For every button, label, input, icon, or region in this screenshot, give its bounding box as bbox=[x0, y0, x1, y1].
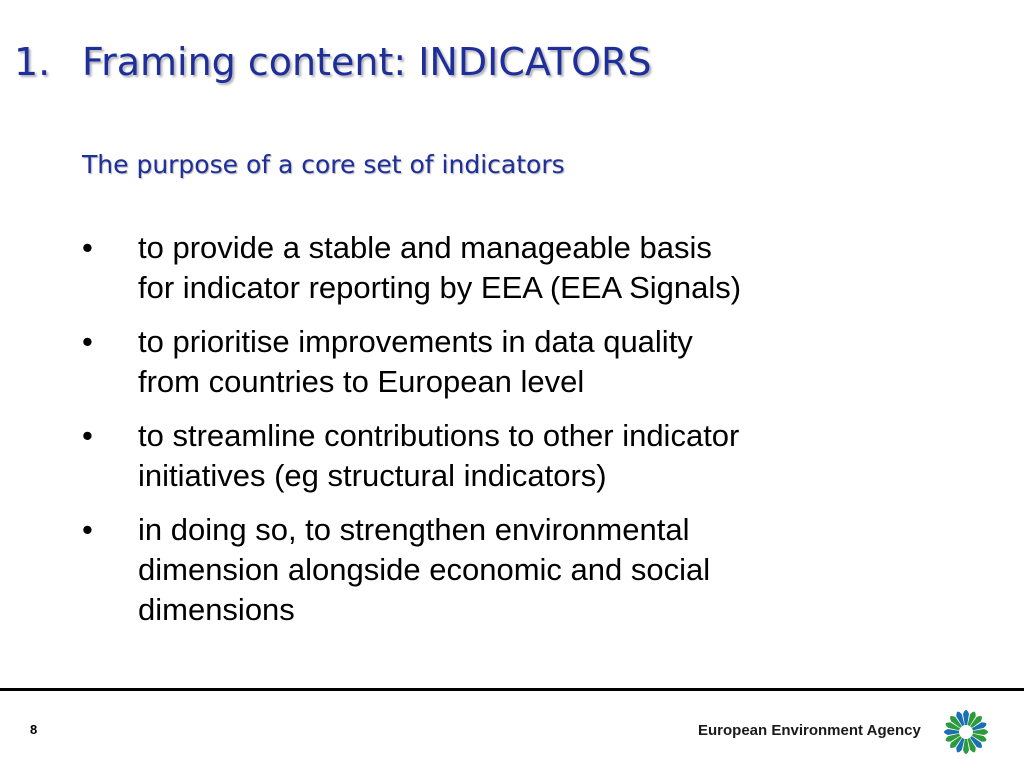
bullet-item bbox=[78, 510, 978, 630]
bullet-list bbox=[78, 228, 978, 644]
agency-name: European Environment Agency bbox=[698, 722, 921, 739]
slide-title bbox=[14, 40, 652, 84]
bullet-icon: • bbox=[82, 324, 93, 359]
title-number: 1. bbox=[14, 40, 51, 84]
bullet-icon: • bbox=[82, 230, 93, 265]
bullet-line: to streamline contributions to other indicator bbox=[138, 418, 740, 453]
bullet-line: to prioritise improvements in data quality bbox=[138, 324, 693, 359]
bullet-line: from countries to European level bbox=[138, 364, 585, 399]
slide-subtitle: The purpose of a core set of indicators bbox=[82, 150, 565, 179]
bullet-item bbox=[78, 228, 978, 308]
footer-divider bbox=[0, 688, 1024, 691]
bullet-icon: • bbox=[82, 512, 93, 547]
bullet-line: dimensions bbox=[138, 592, 295, 627]
bullet-item bbox=[78, 416, 978, 496]
bullet-line: dimension alongside economic and social bbox=[138, 552, 711, 587]
bullet-line: to provide a stable and manageable basis bbox=[138, 230, 712, 265]
eea-sunflower-logo-icon bbox=[934, 700, 998, 764]
bullet-line: in doing so, to strengthen environmental bbox=[138, 512, 690, 547]
bullet-line: initiatives (eg structural indicators) bbox=[138, 458, 607, 493]
bullet-item bbox=[78, 322, 978, 402]
title-text: Framing content: INDICATORS bbox=[82, 40, 652, 84]
page-number: 8 bbox=[30, 722, 38, 737]
bullet-line: for indicator reporting by EEA (EEA Signals) bbox=[138, 270, 742, 305]
bullet-icon: • bbox=[82, 418, 93, 453]
